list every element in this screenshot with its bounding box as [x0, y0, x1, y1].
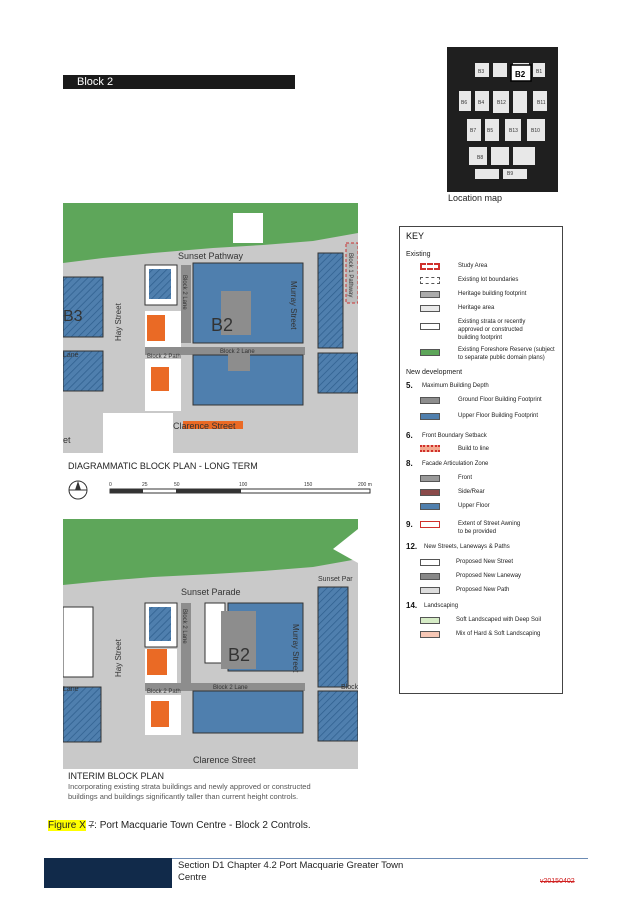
interim-label-hay-street: Hay Street	[114, 639, 123, 677]
key-new-development-heading: New development	[406, 369, 463, 376]
interim-label-block2-lane-vertical: Block 2 Lane	[181, 609, 187, 644]
footer-section-title	[178, 860, 478, 884]
swatch-hard-soft	[420, 631, 440, 638]
key-soft-landscaped: Soft Landscaped with Deep Soil	[456, 617, 542, 623]
interim-label-murray-street: Murray Street	[291, 624, 300, 673]
interim-building-east	[318, 587, 348, 687]
loc-label-b3: B3	[478, 69, 485, 75]
key-hard-soft: Mix of Hard & Soft Landscaping	[456, 631, 541, 637]
location-map	[447, 47, 558, 192]
block-title: Block 2	[77, 76, 114, 88]
key-foreshore-2: to separate public domain plans)	[458, 355, 545, 361]
loc-label-b11: B11	[537, 100, 546, 106]
swatch-build-to-line	[420, 445, 440, 452]
interim-label-lane-left: Lane	[63, 686, 79, 693]
key-strata-1: Existing strata or recently	[458, 319, 526, 325]
footer-bar	[44, 858, 172, 888]
label-murray-street: Murray Street	[289, 281, 298, 330]
interim-orange-south	[151, 701, 169, 727]
key-foreshore-1: Existing Foreshore Reserve (subject	[458, 347, 555, 353]
building-b3	[63, 277, 103, 337]
loc-label-b1: B1	[536, 69, 543, 75]
loc-label-b5: B5	[487, 128, 494, 134]
loc-label-b12: B12	[497, 100, 506, 106]
building-nw-upper	[149, 269, 171, 299]
caption-prefix: Figure X	[48, 820, 86, 831]
label-block2-lane: Block 2 Lane	[220, 349, 255, 355]
key-heritage-area: Heritage area	[458, 305, 495, 311]
interim-building-sw	[63, 687, 101, 742]
loc-label-b4: B4	[478, 100, 485, 106]
interim-plan-subtitle-1: Incorporating existing strata buildings and newly approved or constructed	[68, 782, 311, 791]
loc-label-b13: B13	[509, 128, 518, 134]
key-s14-heading: Landscaping	[424, 603, 459, 609]
building-east-south	[318, 353, 358, 393]
interim-plan-subtitle-2: buildings and buildings significantly taller than current height controls.	[68, 792, 299, 801]
swatch-upper-floor	[420, 413, 440, 420]
scale-bar	[66, 478, 376, 500]
interim-orange-north	[147, 649, 167, 675]
interim-label-block2-path: Block 2 Path	[147, 689, 181, 695]
swatch-upper-floor-zone	[420, 503, 440, 510]
loc-label-b8: B8	[477, 155, 484, 161]
loc-label-b9: B9	[507, 171, 514, 177]
key-title: KEY	[406, 231, 425, 241]
key-upper-floor-zone: Upper Floor	[458, 503, 490, 509]
north-arrow-head	[75, 481, 81, 490]
scale-tick-150: 150	[304, 482, 313, 488]
label-b3: B3	[63, 308, 83, 325]
interim-label-block-id: B2	[228, 645, 251, 665]
key-upper-floor: Upper Floor Building Footprint	[458, 413, 539, 419]
scale-tick-100: 100	[239, 482, 248, 488]
key-side-rear: Side/Rear	[458, 489, 485, 495]
key-new-laneway: Proposed New Laneway	[456, 573, 522, 579]
long-term-block-plan	[63, 203, 358, 453]
swatch-front	[420, 475, 440, 482]
orange-building-north	[147, 315, 165, 341]
scale-tick-0: 0	[109, 482, 112, 488]
figure-caption	[48, 820, 311, 831]
swatch-ground-floor	[420, 397, 440, 404]
footer-version: v20150402	[540, 878, 575, 885]
key-build-to-line: Build to line	[458, 446, 490, 452]
interim-plan-graphic	[63, 519, 358, 769]
key-strata-3: building footprint	[458, 335, 503, 341]
scale-tick-25: 25	[142, 482, 148, 488]
key-street-awning-2: to be provided	[458, 529, 497, 535]
interim-plan-title: INTERIM BLOCK PLAN	[68, 771, 165, 781]
key-new-street: Proposed New Street	[456, 559, 514, 565]
caption-text: : Port Macquarie Town Centre - Block 2 Controls.	[94, 820, 311, 831]
swatch-new-path	[420, 587, 440, 594]
swatch-foreshore	[420, 349, 440, 356]
label-block2-path: Block 2 Path	[147, 354, 181, 360]
interim-label-block-right: Block	[341, 684, 358, 691]
scale-bar-segment-2	[176, 489, 241, 493]
key-s12-heading: New Streets, Laneways & Paths	[424, 544, 510, 550]
footprint-south	[228, 353, 250, 371]
key-s5-number: 5.	[406, 381, 413, 390]
interim-label-clarence-street: Clarence Street	[193, 755, 256, 765]
key-s8-number: 8.	[406, 459, 413, 468]
key-s6-heading: Front Boundary Setback	[422, 433, 487, 439]
scale-tick-200: 200 m	[358, 482, 372, 488]
key-s8-heading: Facade Articulation Zone	[422, 461, 489, 467]
key-s9-number: 9.	[406, 520, 413, 529]
swatch-heritage-footprint	[420, 291, 440, 298]
key-existing-heading: Existing	[406, 251, 431, 258]
key-s12-number: 12.	[406, 542, 418, 551]
swatch-lot-boundaries	[420, 277, 440, 284]
building-east-north	[318, 253, 343, 348]
interim-building-nw-upper	[149, 607, 171, 641]
key-s5-heading: Maximum Building Depth	[422, 383, 489, 389]
map-key	[399, 226, 563, 694]
white-area-south	[103, 413, 173, 453]
label-clarence-street: Clarence Street	[173, 421, 236, 431]
key-strata-2: approved or constructed	[458, 327, 523, 333]
swatch-street-awning	[420, 521, 440, 528]
loc-label-b2: B2	[515, 70, 526, 79]
swatch-new-street	[420, 559, 440, 566]
key-heritage-footprint: Heritage building footprint	[458, 291, 527, 297]
swatch-side-rear	[420, 489, 440, 496]
interim-building-west	[63, 607, 93, 677]
caption-struck-number: 7	[88, 820, 95, 831]
swatch-study-area	[420, 263, 440, 270]
key-study-area: Study Area	[458, 263, 488, 269]
long-term-plan-title: DIAGRAMMATIC BLOCK PLAN - LONG TERM	[68, 461, 258, 471]
label-block-id: B2	[211, 315, 234, 335]
key-s6-number: 6.	[406, 431, 413, 440]
label-lane-left: Lane	[63, 352, 79, 359]
label-hay-street: Hay Street	[114, 303, 123, 341]
loc-label-b7: B7	[470, 128, 477, 134]
key-s14-number: 14.	[406, 601, 418, 610]
loc-label-b10: B10	[531, 128, 540, 134]
key-lot-boundaries: Existing lot boundaries	[458, 277, 519, 283]
key-front: Front	[458, 475, 473, 481]
swatch-new-laneway	[420, 573, 440, 580]
key-street-awning-1: Extent of Street Awning	[458, 521, 521, 527]
loc-label-b6: B6	[461, 100, 468, 106]
label-street-fragment: et	[63, 435, 71, 445]
interim-building-east-south	[318, 691, 358, 741]
key-new-path: Proposed New Path	[456, 587, 510, 593]
footer-divider	[172, 858, 588, 859]
label-sunset-parade: Sunset Parade	[181, 587, 241, 597]
long-term-plan-graphic	[63, 203, 358, 453]
interim-label-block2-lane: Block 2 Lane	[213, 685, 248, 691]
scale-tick-50: 50	[174, 482, 180, 488]
key-ground-floor: Ground Floor Building Footprint	[458, 397, 542, 403]
interim-block-plan	[63, 519, 358, 769]
swatch-soft-landscaped	[420, 617, 440, 624]
block-title-bar	[63, 75, 295, 89]
white-area	[233, 213, 263, 243]
label-block2-lane-vertical: Block 2 Lane	[181, 275, 187, 310]
scale-bar-segment-1	[110, 489, 143, 493]
footer-line-2: Centre	[178, 872, 207, 883]
swatch-strata	[420, 323, 440, 330]
interim-label-sunset-right: Sunset Par	[318, 576, 353, 583]
swatch-heritage-area	[420, 305, 440, 312]
location-map-caption: Location map	[448, 193, 503, 203]
footer-line-1: Section D1 Chapter 4.2 Port Macquarie Greater Town	[178, 860, 404, 871]
orange-building-south	[151, 367, 169, 391]
label-sunset-pathway: Sunset Pathway	[178, 251, 244, 261]
label-block1-pathway: Block 1 Pathway	[347, 253, 353, 298]
location-map-graphic	[447, 47, 558, 192]
interim-building-south	[193, 691, 303, 733]
